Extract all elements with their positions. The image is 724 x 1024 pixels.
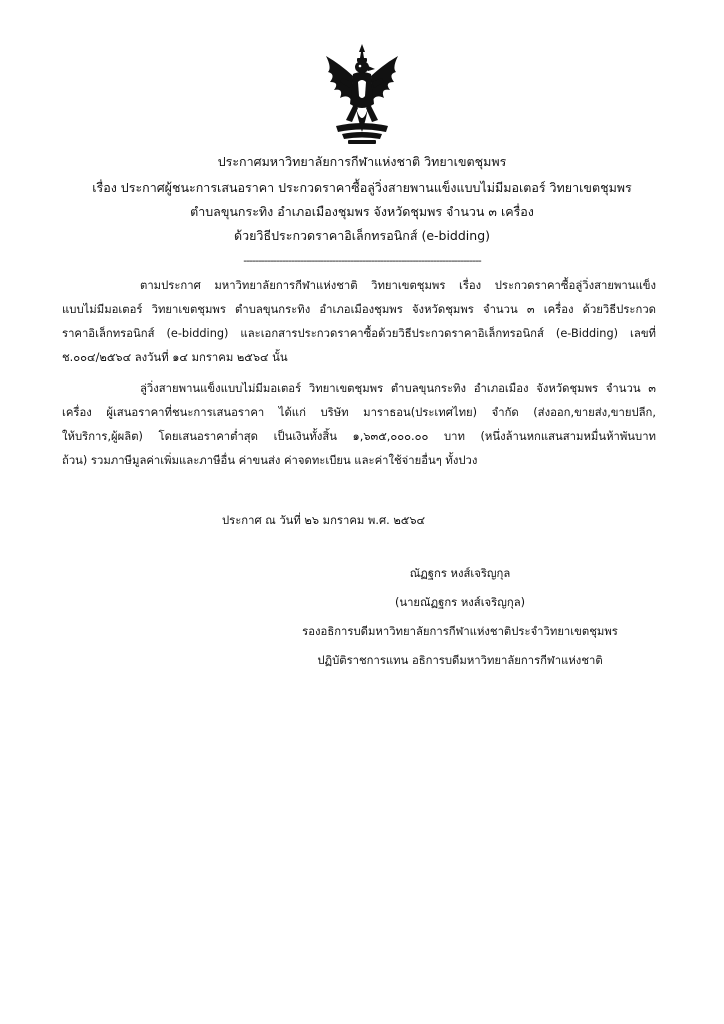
paragraph-1-line-2: แบบไม่มีมอเตอร์ วิทยาเขตชุมพร ตำบลขุนกระทิง อำเภอเมืองชุมพร จังหวัดชุมพร จำนวน ๓ เครื่อง ด้วยวิธีประกวด: [62, 303, 656, 316]
paragraph-1-line-4: ช.๐๐๔/๒๕๖๔ ลงวันที่ ๑๔ มกราคม ๒๕๖๔ นั้น: [62, 351, 288, 364]
paragraph-2-line-4: ถ้วน) รวมภาษีมูลค่าเพิ่มและภาษีอื่น ค่าขนส่ง ค่าจดทะเบียน และค่าใช้จ่ายอื่นๆ ทั้งปวง: [62, 454, 478, 467]
announcement-subject: เรื่อง ประกาศผู้ชนะการเสนอราคา ประกวดราคาซื้อลู่วิ่งสายพานแข็งแบบไม่มีมอเตอร์ วิทยาเขตชุมพร: [92, 180, 632, 195]
garuda-emblem-icon: [322, 42, 402, 146]
signatory-acting-on-behalf: ปฏิบัติราชการแทน อธิการบดีมหาวิทยาลัยการกีฬาแห่งชาติ: [317, 654, 603, 667]
announcement-date: ประกาศ ณ วันที่ ๒๖ มกราคม พ.ศ. ๒๕๖๔: [222, 514, 426, 527]
paragraph-1-line-3: ราคาอิเล็กทรอนิกส์ (e-bidding) และเอกสารประกวดราคาซื้อด้วยวิธีประกวดราคาอิเล็กทรอนิกส์ (e-Bidding) เลขที่: [62, 327, 656, 340]
paragraph-1-line-1: ตามประกาศ มหาวิทยาลัยการกีฬาแห่งชาติ วิทยาเขตชุมพร เรื่อง ประกวดราคาซื้อลู่วิ่งสายพานแข็ง: [140, 279, 656, 292]
paragraph-2-line-2: เครื่อง ผู้เสนอราคาที่ชนะการเสนอราคา ได้แก่ บริษัท มาราธอน(ประเทศไทย) จำกัด (ส่งออก,ขายส่ง,ขายปลีก,: [62, 406, 656, 419]
announcement-location: ตำบลขุนกระทิง อำเภอเมืองชุมพร จังหวัดชุมพร จำนวน ๓ เครื่อง: [190, 204, 534, 219]
announcement-title: ประกาศมหาวิทยาลัยการกีฬาแห่งชาติ วิทยาเขตชุมพร: [217, 154, 507, 169]
paragraph-2-line-3: ให้บริการ,ผู้ผลิต) โดยเสนอราคาต่ำสุด เป็นเงินทั้งสิ้น ๑,๖๓๕,๐๐๐.๐๐ บาท (หนึ่งล้านหกแสนสามหมื่นห้าพันบาท: [62, 430, 656, 443]
paragraph-2-line-1: ลู่วิ่งสายพานแข็งแบบไม่มีมอเตอร์ วิทยาเขตชุมพร ตำบลขุนกระทิง อำเภอเมือง จังหวัดชุมพร จำนวน ๓: [140, 382, 656, 395]
signature-name: ณัฏฐกร หงส์เจริญกุล: [409, 567, 511, 580]
signatory-position: รองอธิการบดีมหาวิทยาลัยการกีฬาแห่งชาติประจำวิทยาเขตชุมพร: [302, 625, 618, 638]
announcement-method: ด้วยวิธีประกวดราคาอิเล็กทรอนิกส์ (e-bidding): [233, 228, 491, 243]
signatory-full-name: (นายณัฏฐกร หงส์เจริญกุล): [394, 596, 526, 609]
heading-divider: --------------------------------------------------------------------------------: [243, 255, 481, 267]
